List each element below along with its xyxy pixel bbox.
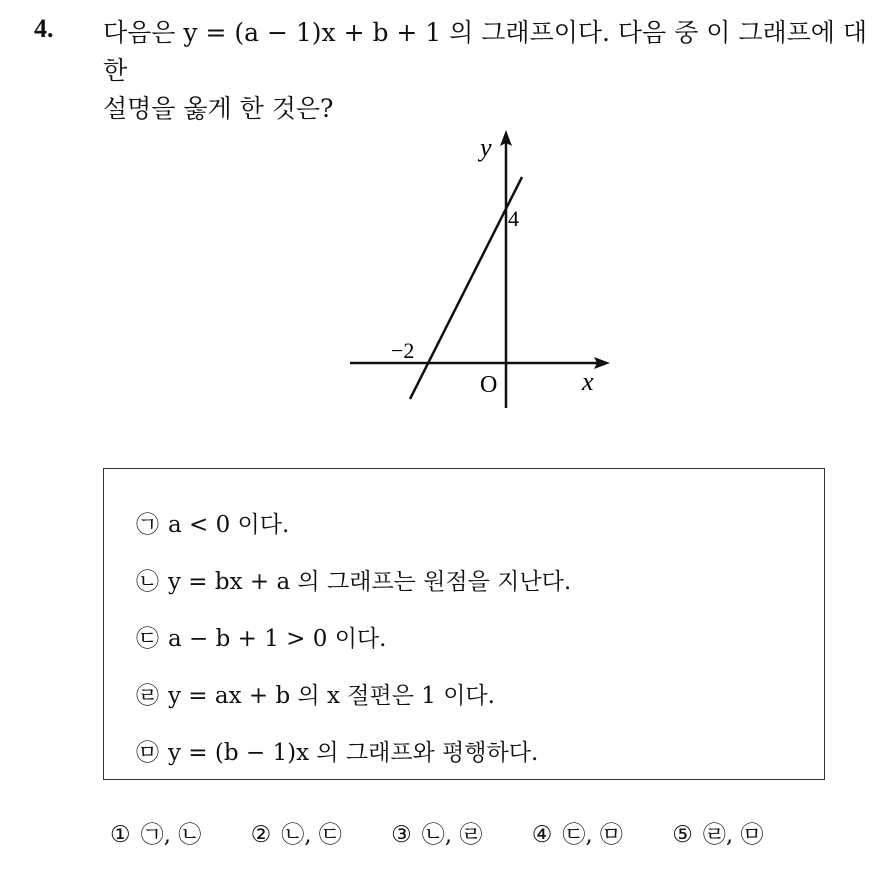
answer-choice-5[interactable]: [672, 816, 763, 849]
question-text: [103, 14, 873, 128]
statement-list: [104, 469, 824, 782]
question-number: 4.: [34, 14, 54, 43]
statement-text: y = bx + a 의 그래프는 원점을 지난다.: [168, 569, 572, 595]
statement-mark: ㉠: [136, 512, 159, 538]
statement-mark: ㉣: [136, 683, 159, 709]
statement-item: [136, 611, 824, 668]
choice-text: ㉡, ㉢: [281, 822, 342, 848]
statement-item: [136, 497, 824, 554]
origin-label: O: [480, 372, 498, 398]
choice-number: ④: [531, 822, 553, 848]
x-axis-label: x: [582, 367, 594, 396]
statement-item: [136, 554, 824, 611]
answer-choices: [110, 816, 870, 849]
choice-text: ㉢, ㉤: [562, 822, 623, 848]
answer-choice-2[interactable]: [251, 816, 342, 849]
statement-text: y = ax + b 의 x 절편은 1 이다.: [168, 683, 495, 709]
answer-choice-1[interactable]: [110, 816, 201, 849]
question-line-2: 설명을 옳게 한 것은?: [103, 94, 334, 123]
statement-item: [136, 668, 824, 725]
y-axis-label: y: [480, 133, 492, 162]
choice-text: ㉠, ㉡: [140, 822, 202, 848]
statements-box: [103, 468, 825, 780]
choice-number: ①: [110, 822, 131, 848]
statement-mark: ㉢: [136, 626, 159, 652]
x-intercept-label: −2: [391, 338, 415, 363]
choice-number: ⑤: [672, 822, 693, 848]
answer-choice-4[interactable]: [532, 816, 623, 849]
statement-item: [136, 725, 824, 782]
choice-number: ③: [391, 822, 412, 848]
statement-text: a < 0 이다.: [168, 512, 290, 538]
statement-mark: ㉡: [136, 569, 159, 595]
choice-text: ㉣, ㉤: [702, 822, 764, 848]
y-intercept-label: 4: [508, 206, 519, 231]
answer-choice-3[interactable]: [391, 816, 482, 849]
line-graph: [340, 122, 620, 422]
statement-text: y = (b − 1)x 의 그래프와 평행하다.: [168, 740, 539, 766]
choice-text: ㉡, ㉣: [421, 822, 483, 848]
choice-number: ②: [250, 822, 272, 848]
question-line-1: 다음은 y = (a − 1)x + b + 1 의 그래프이다. 다음 중 이 그래프에 대한: [103, 18, 868, 85]
statement-text: a − b + 1 > 0 이다.: [168, 626, 387, 652]
statement-mark: ㉤: [136, 740, 159, 766]
